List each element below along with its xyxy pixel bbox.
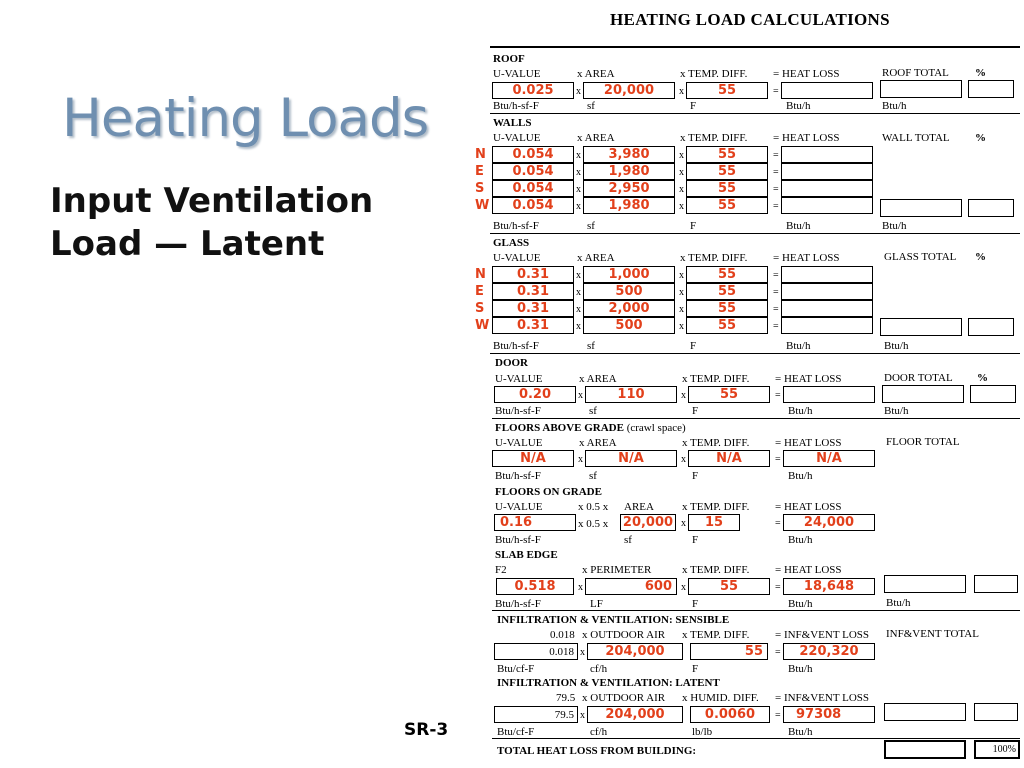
- roof-unit-u: Btu/h-sf-F: [493, 100, 539, 112]
- latent-heading: INFILTRATION & VENTILATION: LATENT: [497, 677, 720, 689]
- wall-u-value[interactable]: 0.054: [492, 180, 574, 197]
- door-unit-total: Btu/h: [884, 405, 909, 417]
- floors-above-heat-loss[interactable]: N/A: [783, 450, 875, 467]
- walls-unit-u: Btu/h-sf-F: [493, 220, 539, 232]
- glass-u-value[interactable]: 0.31: [492, 300, 574, 317]
- door-temp-diff[interactable]: 55: [688, 386, 770, 403]
- floors-above-u-value[interactable]: N/A: [492, 450, 574, 467]
- floors-on-col-mult: x 0.5 x: [578, 501, 609, 513]
- wall-area[interactable]: 1,980: [583, 163, 675, 180]
- glass-area[interactable]: 2,000: [583, 300, 675, 317]
- latent-outdoor-air[interactable]: 204,000: [587, 706, 683, 723]
- sensible-outdoor-air[interactable]: 204,000: [587, 643, 683, 660]
- wall-temp-diff[interactable]: 55: [686, 180, 768, 197]
- door-total-label: DOOR TOTAL: [884, 372, 953, 384]
- roof-col-heatloss: = HEAT LOSS: [773, 68, 840, 80]
- floors-on-area[interactable]: 20,000: [620, 514, 676, 531]
- slab-heading: SLAB EDGE: [495, 549, 558, 561]
- slab-heat-loss[interactable]: 18,648: [783, 578, 875, 595]
- section-divider: [490, 46, 1020, 48]
- roof-unit-td: F: [690, 100, 697, 112]
- wall-heat-loss[interactable]: [781, 146, 873, 163]
- glass-temp-diff[interactable]: 55: [686, 317, 768, 334]
- slab-col-perimeter: x PERIMETER: [582, 564, 652, 576]
- glass-heat-loss[interactable]: [781, 300, 873, 317]
- floors-above-unit-u: Btu/h-sf-F: [495, 470, 541, 482]
- sensible-factor-label: 0.018: [550, 629, 575, 641]
- floors-above-col-heatloss: = HEAT LOSS: [775, 437, 842, 449]
- door-u-value[interactable]: 0.20: [494, 386, 576, 403]
- latent-humid-diff[interactable]: 0.0060: [690, 706, 770, 723]
- latent-factor-label: 79.5: [556, 692, 576, 704]
- glass-unit-u: Btu/h-sf-F: [493, 340, 539, 352]
- sensible-unit-loss: Btu/h: [788, 663, 813, 675]
- walls-col-uvalue: U-VALUE: [493, 132, 541, 144]
- glass-u-value[interactable]: 0.31: [492, 283, 574, 300]
- glass-area[interactable]: 500: [583, 283, 675, 300]
- roof-col-tempdiff: x TEMP. DIFF.: [680, 68, 748, 80]
- roof-pct-label: %: [975, 67, 986, 79]
- floors-above-unit-hl: Btu/h: [788, 470, 813, 482]
- slab-temp-diff[interactable]: 55: [688, 578, 770, 595]
- floors-above-col-uvalue: U-VALUE: [495, 437, 543, 449]
- sensible-loss[interactable]: 220,320: [783, 643, 875, 660]
- floors-above-temp-diff[interactable]: N/A: [688, 450, 770, 467]
- walls-total-label: WALL TOTAL: [882, 132, 950, 144]
- floors-on-heading: FLOORS ON GRADE: [495, 486, 602, 498]
- floors-above-area[interactable]: N/A: [585, 450, 677, 467]
- walls-pct-label: %: [975, 132, 986, 144]
- latent-loss[interactable]: 97308: [783, 706, 875, 723]
- glass-col-heatloss: = HEAT LOSS: [773, 252, 840, 264]
- floors-on-col-heatloss: = HEAT LOSS: [775, 501, 842, 513]
- form-title: HEATING LOAD CALCULATIONS: [610, 10, 890, 29]
- slide-subtitle: Input Ventilation Load — Latent: [50, 181, 374, 264]
- wall-u-value[interactable]: 0.054: [492, 163, 574, 180]
- wall-area[interactable]: 3,980: [583, 146, 675, 163]
- door-unit-area: sf: [589, 405, 597, 417]
- floors-on-temp-diff[interactable]: 15: [688, 514, 740, 531]
- walls-col-area: x AREA: [577, 132, 615, 144]
- glass-pct-label: %: [975, 251, 986, 263]
- door-col-heatloss: = HEAT LOSS: [775, 373, 842, 385]
- door-total-box[interactable]: [882, 385, 964, 403]
- walls-unit-td: F: [690, 220, 697, 232]
- glass-heat-loss[interactable]: [781, 317, 873, 334]
- latent-unit-factor: Btu/cf-F: [497, 726, 535, 738]
- roof-heat-loss[interactable]: [781, 82, 873, 99]
- wall-temp-diff[interactable]: 55: [686, 163, 768, 180]
- glass-pct-box[interactable]: [968, 318, 1014, 336]
- sensible-factor[interactable]: 0.018: [494, 643, 578, 660]
- glass-unit-hl: Btu/h: [786, 340, 811, 352]
- roof-col-uvalue: U-VALUE: [493, 68, 541, 80]
- slab-perimeter[interactable]: 600: [585, 578, 677, 595]
- floors-above-col-tempdiff: x TEMP. DIFF.: [682, 437, 750, 449]
- wall-heat-loss[interactable]: [781, 180, 873, 197]
- sensible-temp-diff[interactable]: 55: [690, 643, 768, 660]
- slab-pct-box[interactable]: [974, 575, 1018, 593]
- glass-total-box[interactable]: [880, 318, 962, 336]
- total-heat-loss-box[interactable]: [884, 740, 966, 759]
- floors-on-unit-area: sf: [624, 534, 632, 546]
- roof-total-box[interactable]: [880, 80, 962, 98]
- floors-on-col-area: AREA: [624, 501, 654, 513]
- floors-above-unit-area: sf: [589, 470, 597, 482]
- roof-unit-hl: Btu/h: [786, 100, 811, 112]
- total-heat-loss-label: TOTAL HEAT LOSS FROM BUILDING:: [497, 745, 697, 757]
- glass-dir-label: N: [475, 267, 486, 282]
- slab-unit-perimeter: LF: [590, 598, 603, 610]
- glass-total-label: GLASS TOTAL: [884, 251, 957, 263]
- floors-on-col-uvalue: U-VALUE: [495, 501, 543, 513]
- floors-on-heat-loss[interactable]: 24,000: [783, 514, 875, 531]
- floors-on-unit-u: Btu/h-sf-F: [495, 534, 541, 546]
- door-heat-loss[interactable]: [783, 386, 875, 403]
- wall-dir-label: E: [475, 164, 484, 179]
- slab-col-tempdiff: x TEMP. DIFF.: [682, 564, 750, 576]
- glass-area[interactable]: 500: [583, 317, 675, 334]
- latent-col-humiddiff: x HUMID. DIFF.: [682, 692, 759, 704]
- latent-unit-hd: lb/lb: [692, 726, 713, 738]
- glass-heat-loss[interactable]: [781, 266, 873, 283]
- door-heading: DOOR: [495, 357, 528, 369]
- walls-unit-hl: Btu/h: [786, 220, 811, 232]
- slide-code: SR-3: [404, 720, 449, 740]
- roof-unit-area: sf: [587, 100, 595, 112]
- floors-on-u-value[interactable]: 0.16: [494, 514, 576, 531]
- slab-total-box[interactable]: [884, 575, 966, 593]
- door-pct-label: %: [977, 372, 988, 384]
- floors-on-multiplier: x 0.5 x: [578, 518, 609, 530]
- wall-area[interactable]: 1,980: [583, 197, 675, 214]
- floors-on-col-tempdiff: x TEMP. DIFF.: [682, 501, 750, 513]
- floors-on-unit-hl: Btu/h: [788, 534, 813, 546]
- slab-unit-u: Btu/h-sf-F: [495, 598, 541, 610]
- latent-total-box[interactable]: [884, 703, 966, 721]
- slab-unit-hl: Btu/h: [788, 598, 813, 610]
- roof-col-area: x AREA: [577, 68, 615, 80]
- walls-unit-total: Btu/h: [882, 220, 907, 232]
- glass-col-tempdiff: x TEMP. DIFF.: [680, 252, 748, 264]
- door-col-area: x AREA: [579, 373, 617, 385]
- floors-above-col-area: x AREA: [579, 437, 617, 449]
- latent-unit-air: cf/h: [590, 726, 608, 738]
- glass-temp-diff[interactable]: 55: [686, 266, 768, 283]
- latent-col-loss: = INF&VENT LOSS: [775, 692, 870, 704]
- wall-u-value[interactable]: 0.054: [492, 197, 574, 214]
- roof-total-label: ROOF TOTAL: [882, 67, 949, 79]
- door-unit-u: Btu/h-sf-F: [495, 405, 541, 417]
- glass-heading: GLASS: [493, 237, 530, 249]
- sensible-col-loss: = INF&VENT LOSS: [775, 629, 870, 641]
- sensible-unit-td: F: [692, 663, 699, 675]
- glass-dir-label: E: [475, 284, 484, 299]
- glass-col-area: x AREA: [577, 252, 615, 264]
- wall-temp-diff[interactable]: 55: [686, 197, 768, 214]
- glass-area[interactable]: 1,000: [583, 266, 675, 283]
- latent-col-air: x OUTDOOR AIR: [582, 692, 666, 704]
- walls-pct-box[interactable]: [968, 199, 1014, 217]
- wall-heat-loss[interactable]: [781, 163, 873, 180]
- door-pct-box[interactable]: [970, 385, 1016, 403]
- sensible-col-air: x OUTDOOR AIR: [582, 629, 666, 641]
- glass-col-uvalue: U-VALUE: [493, 252, 541, 264]
- door-area[interactable]: 110: [585, 386, 677, 403]
- wall-u-value[interactable]: 0.054: [492, 146, 574, 163]
- glass-unit-td: F: [690, 340, 697, 352]
- glass-unit-area: sf: [587, 340, 595, 352]
- walls-total-box[interactable]: [880, 199, 962, 217]
- glass-heat-loss[interactable]: [781, 283, 873, 300]
- glass-dir-label: S: [475, 301, 485, 316]
- slab-col-heatloss: = HEAT LOSS: [775, 564, 842, 576]
- roof-temp-diff[interactable]: 55: [686, 82, 768, 99]
- glass-temp-diff[interactable]: 55: [686, 283, 768, 300]
- floors-above-total-label: FLOOR TOTAL: [886, 436, 960, 448]
- glass-u-value[interactable]: 0.31: [492, 317, 574, 334]
- slab-unit-td: F: [692, 598, 699, 610]
- roof-u-value[interactable]: 0.025: [492, 82, 574, 99]
- roof-pct-box[interactable]: [968, 80, 1014, 98]
- glass-temp-diff[interactable]: 55: [686, 300, 768, 317]
- sensible-unit-air: cf/h: [590, 663, 608, 675]
- roof-area[interactable]: 20,000: [583, 82, 675, 99]
- latent-unit-loss: Btu/h: [788, 726, 813, 738]
- walls-col-heatloss: = HEAT LOSS: [773, 132, 840, 144]
- latent-factor[interactable]: 79.5: [494, 706, 578, 723]
- walls-heading: WALLS: [493, 117, 532, 129]
- wall-heat-loss[interactable]: [781, 197, 873, 214]
- slide-title: Heating Loads: [62, 88, 429, 149]
- door-unit-hl: Btu/h: [788, 405, 813, 417]
- roof-unit-total: Btu/h: [882, 100, 907, 112]
- glass-u-value[interactable]: 0.31: [492, 266, 574, 283]
- sensible-heading: INFILTRATION & VENTILATION: SENSIBLE: [497, 614, 730, 626]
- walls-col-tempdiff: x TEMP. DIFF.: [680, 132, 748, 144]
- sensible-col-tempdiff: x TEMP. DIFF.: [682, 629, 750, 641]
- latent-pct-box[interactable]: [974, 703, 1018, 721]
- wall-dir-label: N: [475, 147, 486, 162]
- roof-heading: ROOF: [493, 53, 525, 65]
- slab-col-f2: F2: [495, 564, 507, 576]
- slab-unit-total: Btu/h: [886, 597, 911, 609]
- door-unit-td: F: [692, 405, 699, 417]
- floors-above-unit-td: F: [692, 470, 699, 482]
- sensible-unit-factor: Btu/cf-F: [497, 663, 535, 675]
- floors-above-heading: FLOORS ABOVE GRADE (crawl space): [495, 422, 686, 434]
- floors-on-unit-td: F: [692, 534, 699, 546]
- door-col-tempdiff: x TEMP. DIFF.: [682, 373, 750, 385]
- sensible-total-label: INF&VENT TOTAL: [886, 628, 979, 640]
- glass-dir-label: W: [475, 318, 490, 333]
- door-col-uvalue: U-VALUE: [495, 373, 543, 385]
- wall-area[interactable]: 2,950: [583, 180, 675, 197]
- walls-unit-area: sf: [587, 220, 595, 232]
- wall-dir-label: S: [475, 181, 485, 196]
- slab-f2[interactable]: 0.518: [496, 578, 574, 595]
- wall-dir-label: W: [475, 198, 490, 213]
- wall-temp-diff[interactable]: 55: [686, 146, 768, 163]
- total-pct-box: 100%: [974, 740, 1020, 759]
- glass-unit-total: Btu/h: [884, 340, 909, 352]
